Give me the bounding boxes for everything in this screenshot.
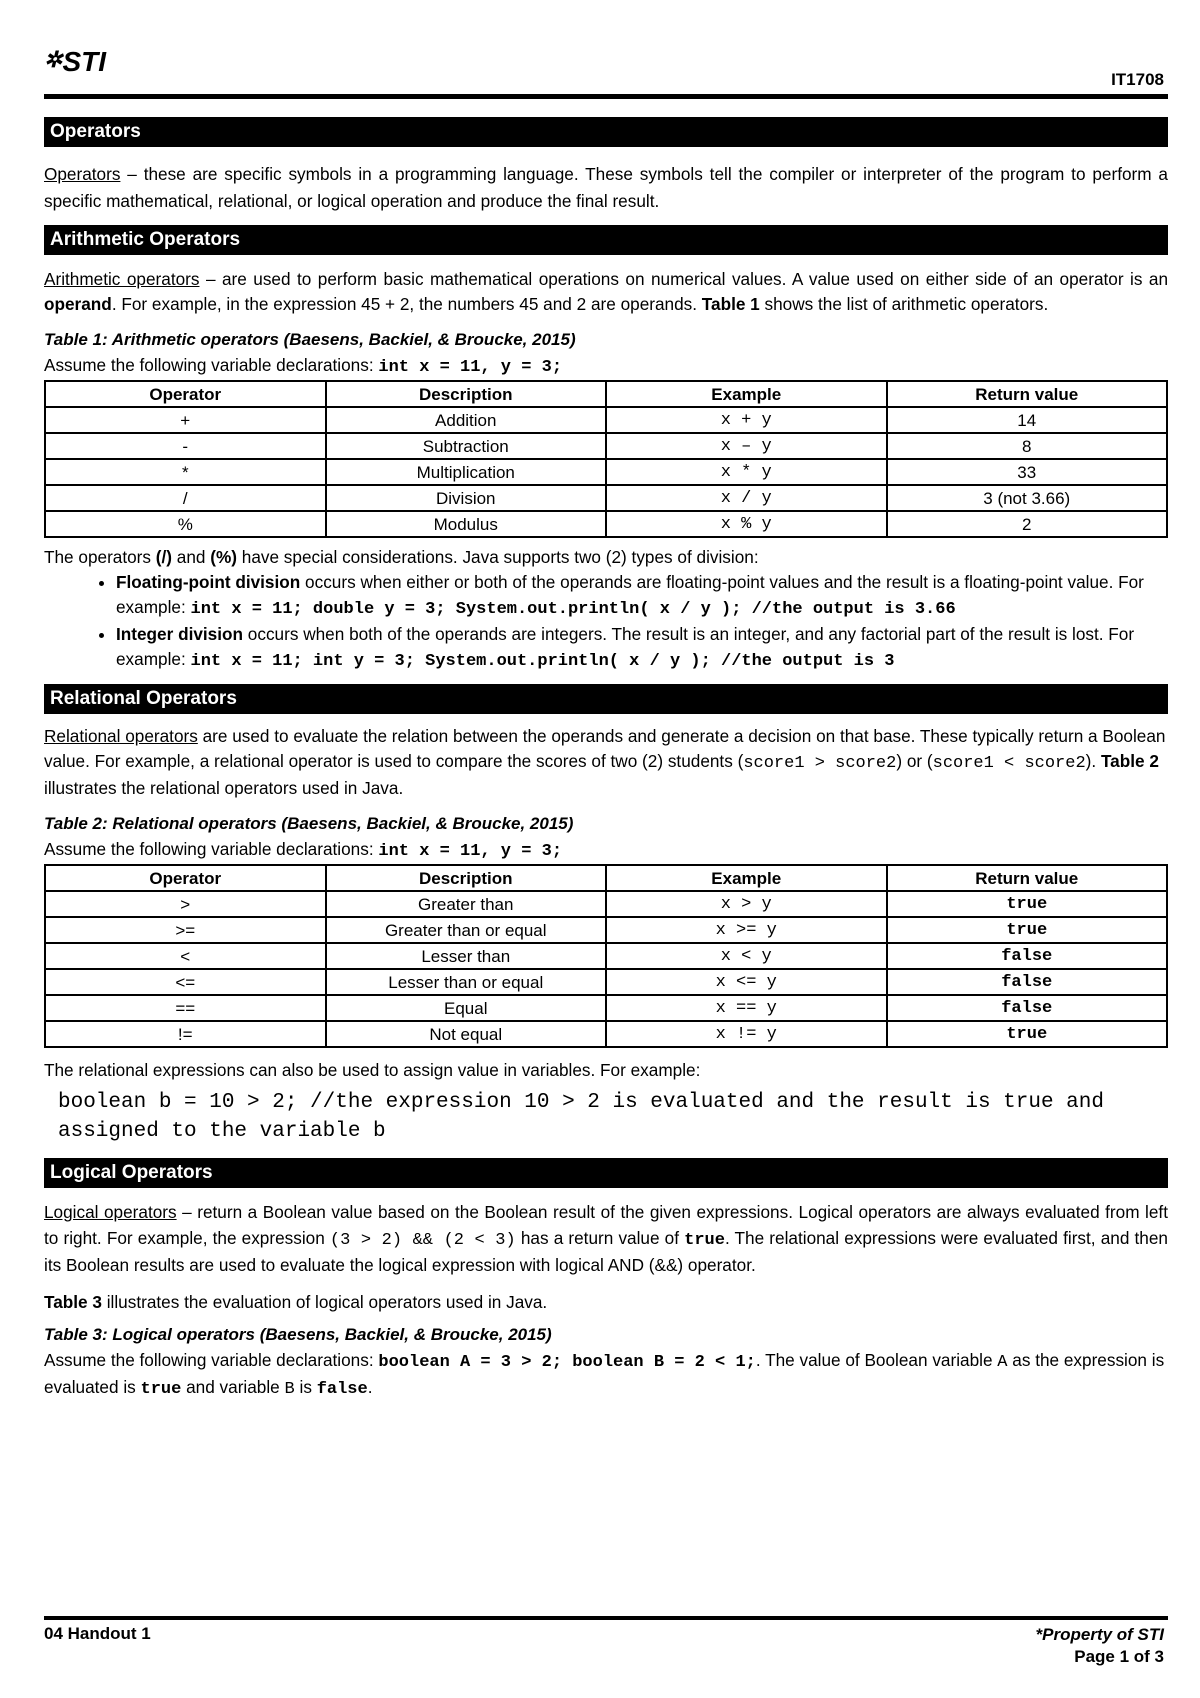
table-row: != Not equal x != y true xyxy=(45,1021,1167,1047)
list-item: • Floating-point division occurs when either or both of the operands are floating-point values and the result is a floating-point value. For example: int x = 11; double y = 3; System.out.println( x / y ); //the output is 3.66 xyxy=(116,570,1168,622)
division-intro: The operators (/) and (%) have special considerations. Java supports two (2) types of division: xyxy=(44,547,759,567)
section-title-operators: Operators xyxy=(44,117,1168,147)
header-rule xyxy=(44,94,1168,99)
table-row: - Subtraction x – y 8 xyxy=(45,433,1167,459)
table-row: > Greater than x > y true xyxy=(45,891,1167,917)
assignment-intro: The relational expressions can also be used to assign value in variables. For example: xyxy=(44,1060,701,1080)
sti-logo xyxy=(44,46,106,78)
document-code: IT1708 xyxy=(1111,70,1164,89)
division-types-list xyxy=(44,570,1168,674)
table-2-assumption: Assume the following variable declarations: int x = 11, y = 3; xyxy=(44,839,563,861)
table-3-caption: Table 3: Logical operators (Baesens, Backiel, & Broucke, 2015) xyxy=(44,1324,552,1344)
arithmetic-definition: Arithmetic operators – are used to perform basic mathematical operations on numerical values. A value used on either side of an operator is an operand. For example, in the expression 45 + 2, the numbers 45 and 2 are operands. Table 1 shows the list of arithmetic operators. xyxy=(44,269,1168,314)
list-item: • Integer division occurs when both of the operands are integers. The result is an integer, and any factorial part of the result is lost. For example: int x = 11; int y = 3; System.out.println( x / y ); //the output is 3 xyxy=(116,622,1168,674)
document-body xyxy=(44,117,1168,1402)
footer-handout: 04 Handout 1 xyxy=(44,1624,151,1643)
table-row: < Lesser than x < y false xyxy=(45,943,1167,969)
table-row: + Addition x + y 14 xyxy=(45,407,1167,433)
term-operators: Operators xyxy=(44,164,121,184)
table-row: <= Lesser than or equal x <= y false xyxy=(45,969,1167,995)
table-2-caption: Table 2: Relational operators (Baesens, Backiel, & Broucke, 2015) xyxy=(44,814,574,833)
relational-table xyxy=(44,864,1168,1048)
table-row: / Division x / y 3 (not 3.66) xyxy=(45,485,1167,511)
logo-text: STI xyxy=(62,46,106,77)
section-title-relational: Relational Operators xyxy=(44,684,1168,714)
section-title-logical: Logical Operators xyxy=(44,1158,1168,1188)
page-number: Page 1 of 3 xyxy=(1074,1647,1164,1666)
footer-rule xyxy=(44,1616,1168,1620)
table-3-assumption: Assume the following variable declarations: boolean A = 3 > 2; boolean B = 2 < 1;. The value of Boolean variable A as the expression is evaluated is true and variable B is false. xyxy=(44,1349,1165,1399)
footer-property: *Property of STI xyxy=(1035,1625,1164,1644)
assignment-example-code: boolean b = 10 > 2; //the expression 10 > 2 is evaluated and the result is true and assigned to the variable b xyxy=(58,1091,1104,1143)
table-1-assumption: Assume the following variable declarations: int x = 11, y = 3; xyxy=(44,355,563,377)
table-header-row: Operator Description Example Return value xyxy=(45,865,1167,891)
footer-right xyxy=(1036,1624,1164,1668)
relational-definition: Relational operators are used to evaluate the relation between the operands and generate a decision on that base. These typically return a Boolean value. For example, a relational operator is used to compare the scores of two (2) students (score1 > score2) or (score1 < score2). Table 2 illustrates the relational operators used in Java. xyxy=(44,726,1166,798)
table-row: * Multiplication x * y 33 xyxy=(45,459,1167,485)
table-row: >= Greater than or equal x >= y true xyxy=(45,917,1167,943)
table-row: == Equal x == y false xyxy=(45,995,1167,1021)
table-1-caption: Table 1: Arithmetic operators (Baesens, Backiel, & Broucke, 2015) xyxy=(44,330,576,349)
logical-definition: Logical operators – return a Boolean value based on the Boolean result of the given expressions. Logical operators are always evaluated from left to right. For example, the expression (3 > 2) && (2 < 3) has a return value of true. The relational expressions were evaluated first, and then its Boolean results are used to evaluate the logical expression with logical AND (&&) operator. xyxy=(44,1202,1168,1275)
operators-definition: Operators – these are specific symbols in a programming language. These symbols tell the compiler or interpreter of the program to perform a specific mathematical, relational, or logical operation and produce the final result. xyxy=(44,164,1168,211)
table-header-row: Operator Description Example Return value xyxy=(45,381,1167,407)
table-row: % Modulus x % y 2 xyxy=(45,511,1167,537)
arithmetic-table xyxy=(44,380,1168,538)
table-3-intro: Table 3 illustrates the evaluation of logical operators used in Java. xyxy=(44,1291,548,1312)
logo-mark-icon: ✲ xyxy=(44,47,63,72)
section-title-arithmetic: Arithmetic Operators xyxy=(44,225,1168,255)
